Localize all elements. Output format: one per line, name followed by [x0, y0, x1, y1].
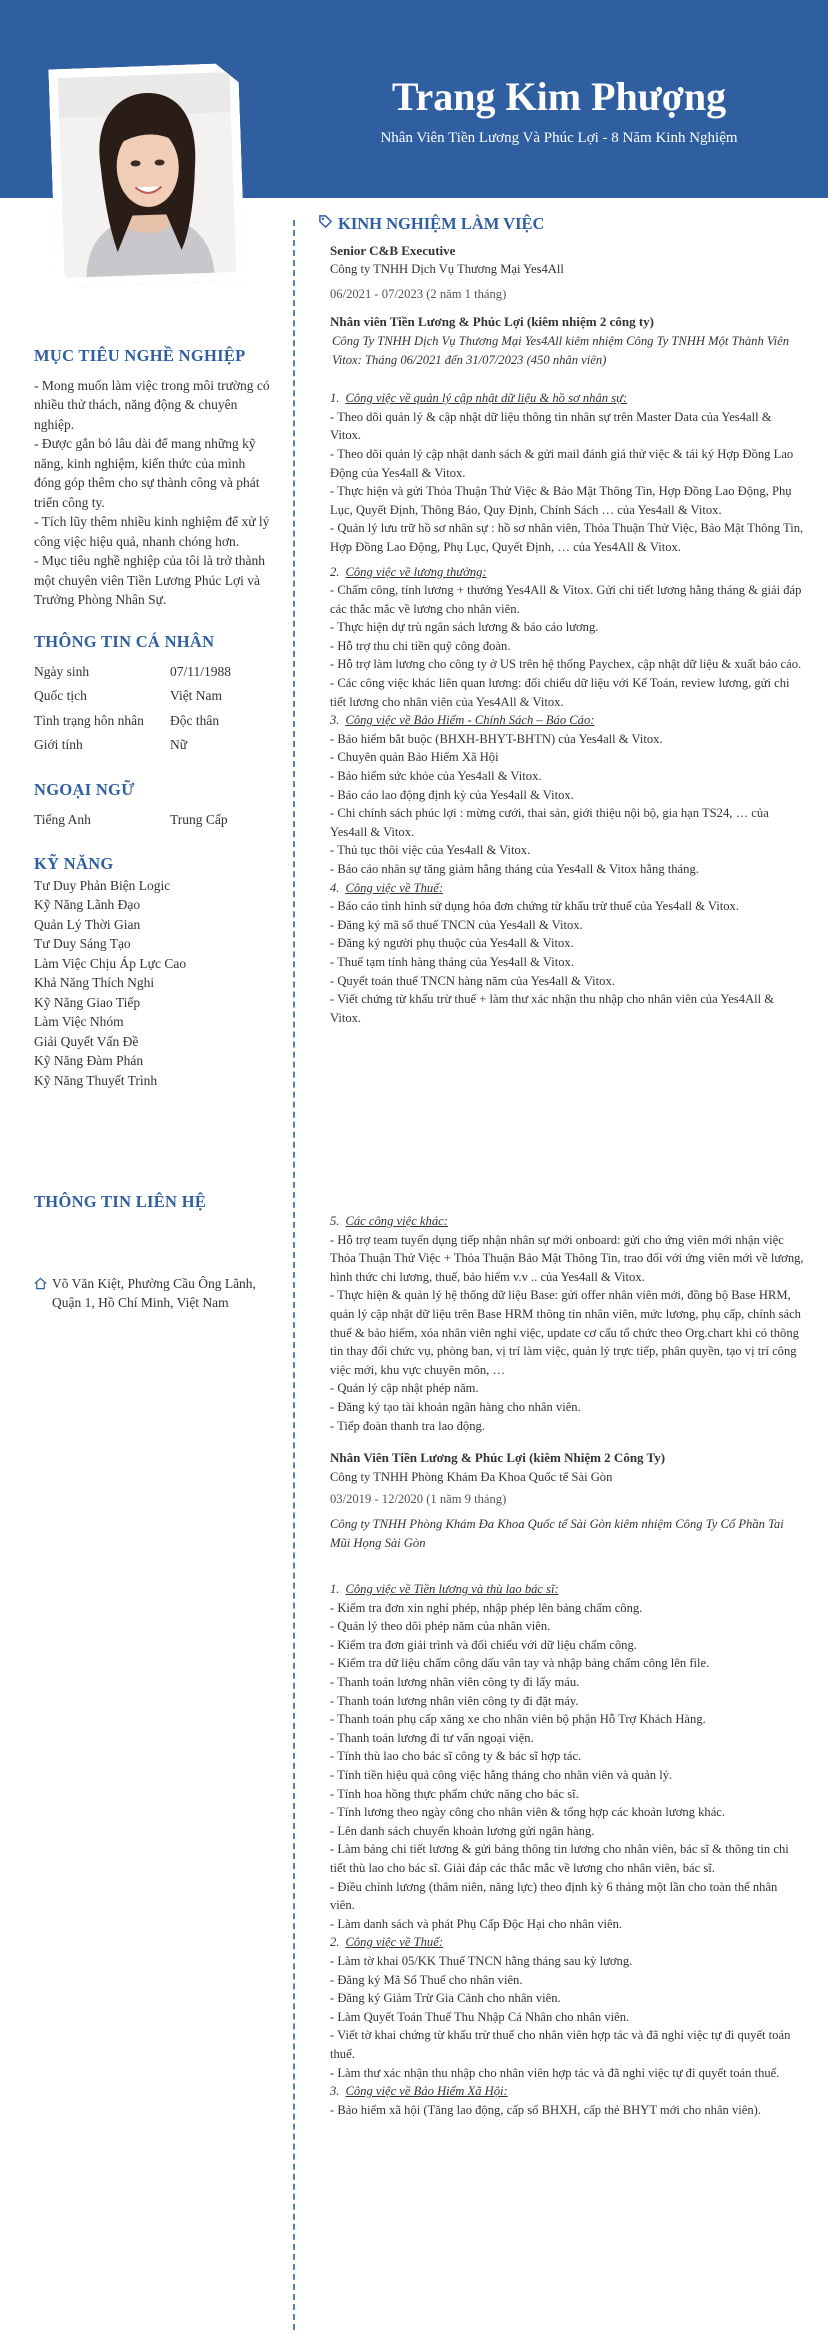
- duty-item: - Điều chỉnh lương (thâm niên, năng lực) theo định kỳ 6 tháng một lần cho toàn thể nhân viên.: [330, 1879, 778, 1913]
- duty-item: - Thuế tạm tính hàng tháng của Yes4all & Vitox.: [330, 954, 574, 969]
- duty-item: - Thanh toán lương nhân viên công ty đi đặt máy.: [330, 1693, 579, 1708]
- personal-info-section: [34, 632, 270, 760]
- skill-item: Làm Việc Nhóm: [34, 1014, 124, 1029]
- objective-heading: MỤC TIÊU NGHỀ NGHIỆP: [34, 346, 246, 365]
- duty-item: - Quản lý cập nhật phép năm.: [330, 1381, 479, 1396]
- group-title: Các công việc khác:: [345, 1214, 448, 1228]
- duty-item: - Bảo hiểm bắt buộc (BHXH-BHYT-BHTN) của Yes4all & Vitox.: [330, 731, 663, 746]
- info-label: Ngày sinh: [34, 663, 90, 679]
- info-value: Việt Nam: [170, 688, 223, 703]
- duty-item: - Quyết toán thuế TNCN hàng năm của Yes4all & Vitox.: [330, 973, 615, 988]
- skill-item: Kỹ Năng Đàm Phán: [34, 1053, 144, 1068]
- duty-item: - Thực hiện & quản lý hệ thống dữ liệu Base: gửi offer nhân viên mới, đồng bộ Base HRM, quản lý cập nhật dữ liệu trên Base HRM thông tin nhân viên, mức lương, phụ cấp, chính sách thuế & bảo hiểm, xóa nhân viên nghỉ việc, update cơ cấu tổ chức theo Org.chart khi có thông tin thay đổi chức vụ, phòng ban, vị trí làm việc, quản lý trực tiếp, phân quyền, tạo vị trí công việc mới, khu vực chuyên môn, …: [330, 1288, 801, 1377]
- job-company: Công ty TNHH Phòng Khám Đa Khoa Quốc tế Sài Gòn: [330, 1469, 613, 1484]
- duty-item: - Hỗ trợ làm lương cho công ty ở US trên hệ thống Paychex, cập nhật dữ liệu & xuất báo cáo.: [330, 657, 802, 672]
- languages-heading: NGOẠI NGỮ: [34, 780, 135, 799]
- objective-line: - Mục tiêu nghề nghiệp của tôi là trở thành một chuyên viên Tiền Lương Phúc Lợi và Trưởng Phòng Nhân Sự.: [34, 553, 265, 607]
- skills-heading: KỸ NĂNG: [34, 854, 114, 873]
- language-row: [34, 810, 270, 830]
- job-note: Công Ty TNHH Dịch Vụ Thương Mại Yes4All kiêm nhiệm Công Ty TNHH Một Thành Viên Vitox: Tháng 06/2021 đến 31/07/2023 (450 nhân viên): [332, 333, 790, 367]
- duty-item: - Tính tiền hiệu quả công việc hằng tháng cho nhân viên và quản lý.: [330, 1768, 673, 1783]
- personal-info-heading: THÔNG TIN CÁ NHÂN: [34, 632, 215, 651]
- group-title: Công việc về Thuế:: [345, 880, 444, 895]
- duty-item: - Thủ tục thôi việc của Yes4all & Vitox.: [330, 843, 531, 858]
- group-number: 1.: [330, 1582, 340, 1597]
- objective-text: [34, 376, 270, 610]
- duty-item: - Tính hoa hồng thực phẩm chức năng cho bác sĩ.: [330, 1786, 579, 1801]
- duty-item: - Làm thư xác nhận thu nhập cho nhân viên hợp tác và đã nghỉ việc tự đi quyết toán thuế.: [330, 2065, 780, 2080]
- home-icon: [34, 1274, 52, 1313]
- duty-item: - Chuyên quản Bảo Hiểm Xã Hội: [330, 750, 499, 765]
- candidate-name: Trang Kim Phượng: [391, 74, 727, 119]
- column-divider: [293, 220, 295, 2330]
- duty-item: - Thực hiện và gửi Thỏa Thuận Thử Việc & Bảo Mật Thông Tin, Hợp Đồng Lao Động, Phụ Lục, Quyết Định, Thông Báo, Quy Định, Chính Sách … của Yes4all & Vitox.: [330, 484, 792, 517]
- group-number: 3.: [330, 713, 340, 728]
- objective-line: - Tích lũy thêm nhiều kinh nghiệm để xử lý công việc hiệu quả, nhanh chóng hơn.: [34, 514, 270, 549]
- group-number: 2.: [330, 1935, 340, 1950]
- duty-item: - Tính thù lao cho bác sĩ công ty & bác sĩ hợp tác.: [330, 1749, 582, 1764]
- job-note: Công ty TNHH Phòng Khám Đa Khoa Quốc tế Sài Gòn kiêm nhiệm Công Ty Cổ Phần Tai Mũi Họng Sài Gòn: [330, 1516, 784, 1550]
- info-row-gender: [34, 735, 270, 755]
- language-level: Trung Cấp: [170, 811, 228, 827]
- job-period: 06/2021 - 07/2023 (2 năm 1 tháng): [330, 286, 507, 301]
- job-company: Công ty TNHH Dịch Vụ Thương Mại Yes4All: [330, 262, 564, 277]
- group-title: Công việc về Bảo Hiểm Xã Hội:: [345, 2084, 508, 2099]
- duty-item: - Báo cáo nhân sự tăng giảm hằng tháng của Yes4all & Vitox hằng tháng.: [330, 862, 699, 876]
- candidate-tagline: Nhân Viên Tiền Lương Và Phúc Lợi - 8 Năm Kinh Nghiệm: [380, 130, 738, 146]
- duty-item: - Hỗ trợ thu chi tiền quỹ công đoàn.: [330, 638, 511, 653]
- duty-group: [330, 1933, 804, 2082]
- duty-item: - Thanh toán phụ cấp xăng xe cho nhân viên bộ phận Hỗ Trợ Khách Hàng.: [330, 1712, 706, 1727]
- experience-title: KINH NGHIỆM LÀM VIỆC: [338, 213, 545, 233]
- group-number: 2.: [330, 564, 340, 579]
- duty-item: - Đăng ký mã số thuế TNCN của Yes4all & Vitox.: [330, 917, 583, 932]
- duty-group: [330, 1212, 804, 1435]
- group-title: Công việc về Thuế:: [345, 1935, 444, 1950]
- info-value: Độc thân: [170, 712, 220, 728]
- job-role: Nhân viên Tiền Lương & Phúc Lợi (kiêm nhiệm 2 công ty): [330, 314, 655, 330]
- duty-item: - Bảo hiểm xã hội (Tăng lao động, cấp sổ BHXH, cấp thẻ BHYT mới cho nhân viên).: [330, 2102, 762, 2117]
- duty-item: - Theo dõi quản lý cập nhật danh sách & gửi mail đánh giá thử việc & tái ký Hợp Đồng Lao Động của Yes4all & Vitox.: [330, 446, 794, 480]
- experience-section: [330, 214, 804, 1027]
- info-value: 07/11/1988: [170, 663, 232, 679]
- experience-heading: [318, 214, 804, 234]
- skill-item: Quản Lý Thời Gian: [34, 916, 141, 932]
- contact-section: [34, 1192, 270, 1313]
- duty-item: - Thực hiện dự trù ngân sách lương & báo cáo lương.: [330, 620, 599, 635]
- group-title: Công việc về lương thưởng:: [345, 564, 487, 579]
- duty-item: - Chấm công, tính lương + thưởng Yes4All & Vitox. Gửi chi tiết lương hằng tháng & giải đáp các thắc mắc về lương cho nhân viên.: [330, 583, 802, 616]
- skill-item: Kỹ Năng Thuyết Trình: [34, 1072, 158, 1088]
- group-number: 1.: [330, 391, 340, 406]
- experience-section-continued: [330, 1212, 804, 2119]
- duty-item: - Quản lý lưu trữ hồ sơ nhân sự : hồ sơ nhân viên, Thỏa Thuận Thử Việc, Bảo Mật Thông Tin, Hợp Đồng Lao Động, Phụ Lục, Quyết Định, … của Yes4All & Vitox.: [330, 521, 804, 554]
- duty-item: - Lên danh sách chuyển khoản lương gửi ngân hàng.: [330, 1823, 595, 1838]
- objective-line: - Được gắn bó lâu dài để mang những kỹ năng, kinh nghiệm, kiến thức của mình đóng góp thêm cho sự thành công và phát triển công ty.: [34, 436, 260, 510]
- objective-section: [34, 346, 270, 610]
- contact-address: Võ Văn Kiệt, Phường Cầu Ông Lãnh, Quận 1, Hồ Chí Minh, Việt Nam: [52, 1275, 256, 1310]
- objective-line: - Mong muốn làm việc trong môi trường có nhiều thử thách, năng động & chuyên nghiệp.: [34, 377, 270, 432]
- duty-item: - Chi chính sách phúc lợi : mừng cưới, thai sản, giới thiệu nội bộ, gia hạn TS24, … của Yes4all & Vitox.: [330, 806, 769, 839]
- duty-group: [330, 711, 804, 878]
- info-row-nationality: [34, 686, 270, 706]
- duty-item: - Thanh toán lương đi tư vấn ngoại viện.: [330, 1730, 534, 1745]
- duty-item: - Kiểm tra đơn giải trình và đối chiếu với dữ liệu chấm công.: [330, 1637, 637, 1652]
- languages-section: [34, 780, 270, 834]
- group-title: Công việc về Bảo Hiểm - Chính Sách – Báo Cáo:: [345, 713, 595, 728]
- skills-section: [34, 854, 270, 1090]
- duty-item: - Đăng ký Giảm Trừ Gia Cảnh cho nhân viên.: [330, 1991, 561, 2006]
- duty-item: - Viết chứng từ khấu trừ thuế + làm thư xác nhận thu nhập cho nhân viên của Yes4All & Vitox.: [330, 992, 775, 1025]
- info-label: Quốc tịch: [34, 688, 87, 703]
- duty-item: - Kiểm tra đơn xin nghỉ phép, nhập phép lên bảng chấm công.: [330, 1600, 643, 1615]
- duty-item: - Quản lý theo dõi phép năm của nhân viên.: [330, 1619, 551, 1634]
- language-name: Tiếng Anh: [34, 811, 91, 827]
- job-role: Nhân Viên Tiền Lương & Phúc Lợi (kiêm Nhiệm 2 Công Ty): [330, 1450, 666, 1466]
- group-number: 5.: [330, 1214, 340, 1228]
- duty-item: - Tính lương theo ngày công cho nhân viên & tổng hợp các khoản lương khác.: [330, 1805, 726, 1820]
- info-row-marital: [34, 711, 270, 731]
- skill-item: Khả Năng Thích Nghi: [34, 975, 155, 990]
- duty-item: - Hỗ trợ team tuyển dụng tiếp nhận nhân sự mới onboard: gửi cho ứng viên mới nhận việc Thỏa Thuận Thử Việc + Thỏa Thuận Bảo Mật Thông Tin, trao đổi với ứng viên mới về lương, hình thức chi lương, thuế, bảo hiểm v.v .. của Yes4all & Vitox.: [330, 1232, 804, 1284]
- duty-item: - Theo dõi quản lý & cập nhật dữ liệu thông tin nhân sự trên Master Data của Yes4all & Vitox.: [330, 409, 772, 443]
- info-label: Tình trạng hôn nhân: [34, 712, 144, 728]
- duty-item: - Kiểm tra dữ liệu chấm công dấu vân tay và nhập bảng chấm công lên file.: [330, 1656, 710, 1671]
- duty-item: - Báo cáo lao động định kỳ của Yes4all & Vitox.: [330, 787, 574, 802]
- info-row-birthday: [34, 662, 270, 682]
- duty-item: - Bảo hiểm sức khỏe của Yes4all & Vitox.: [330, 769, 542, 784]
- skill-item: Làm Việc Chịu Áp Lực Cao: [34, 955, 187, 971]
- duty-group: [330, 563, 804, 712]
- contact-heading: THÔNG TIN LIÊN HỆ: [34, 1192, 207, 1211]
- group-number: 3.: [330, 2084, 340, 2099]
- duty-group: [330, 1580, 804, 1933]
- info-label: Giới tính: [34, 737, 83, 752]
- skill-item: Kỹ Năng Lãnh Đạo: [34, 897, 141, 912]
- duty-item: - Báo cáo tình hình sử dụng hóa đơn chứng từ khấu trừ thuế của Yes4all & Vitox.: [330, 899, 739, 914]
- tag-icon: [318, 214, 338, 234]
- duty-group: [330, 879, 804, 1028]
- duty-item: - Các công việc khác liên quan lương: đối chiếu dữ liệu với Kế Toán, review lương, gửi chi tiết lương cho nhân viên của Yes4All & Vitox.: [330, 676, 790, 709]
- duty-item: - Làm Quyết Toán Thuế Thu Nhập Cá Nhân cho nhân viên.: [330, 2009, 630, 2024]
- skill-item: Tư Duy Phản Biện Logic: [34, 877, 171, 893]
- profile-photo: [48, 63, 245, 287]
- group-title: Công việc về quản lý cập nhật dữ liệu & hồ sơ nhân sự:: [345, 391, 628, 406]
- duty-item: - Đăng ký người phụ thuộc của Yes4all & Vitox.: [330, 936, 574, 951]
- portrait-image: [58, 72, 237, 278]
- skill-item: Giải Quyết Vấn Đề: [34, 1033, 139, 1049]
- duty-item: - Làm bảng chi tiết lương & gửi bảng thông tin lương cho nhân viên, bác sĩ & thông tin chi tiết thù lao cho bác sĩ. Giải đáp các thắc mắc về lương cho nhân viên, bác sĩ.: [330, 1842, 789, 1875]
- duty-item: - Đăng ký Mã Số Thuế cho nhân viên.: [330, 1972, 523, 1987]
- skill-item: Kỹ Năng Giao Tiếp: [34, 994, 141, 1010]
- duty-item: - Làm tờ khai 05/KK Thuế TNCN hằng tháng sau kỳ lương.: [330, 1953, 633, 1968]
- duty-group: [330, 2082, 804, 2119]
- info-value: Nữ: [170, 737, 188, 752]
- skill-item: Tư Duy Sáng Tạo: [34, 936, 131, 951]
- duty-item: - Làm danh sách và phát Phụ Cấp Độc Hại cho nhân viên.: [330, 1916, 623, 1931]
- duty-group: [330, 389, 804, 556]
- duty-item: - Viết tờ khai chứng từ khấu trừ thuế cho nhân viên hợp tác và đã nghỉ việc tự đi quyết toán thuế.: [330, 2028, 791, 2061]
- job-period: 03/2019 - 12/2020 (1 năm 9 tháng): [330, 1492, 507, 1507]
- group-number: 4.: [330, 880, 340, 895]
- group-title: Công việc về Tiền lương và thù lao bác sĩ:: [345, 1582, 559, 1597]
- duty-item: - Thanh toán lương nhân viên công ty đi lấy máu.: [330, 1675, 580, 1690]
- job-role: Senior C&B Executive: [330, 242, 456, 258]
- duty-item: - Tiếp đoàn thanh tra lao động.: [330, 1418, 485, 1433]
- duty-item: - Đăng ký tạo tài khoản ngân hàng cho nhân viên.: [330, 1399, 581, 1414]
- contact-address-row: [34, 1274, 270, 1313]
